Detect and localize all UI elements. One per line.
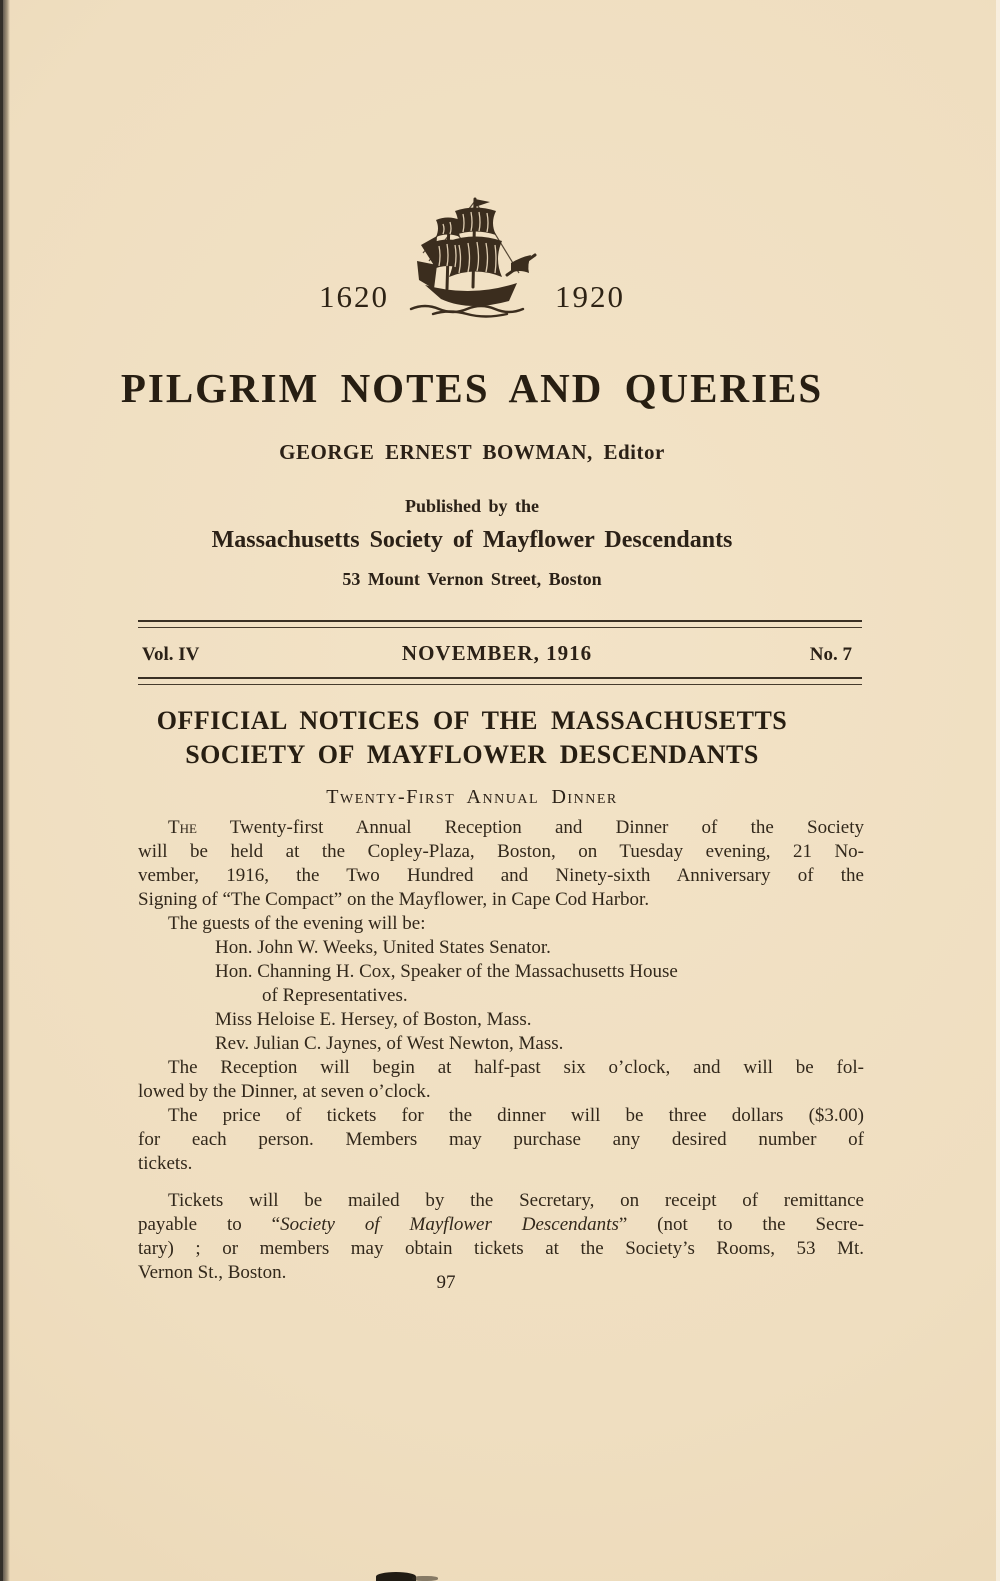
text-block: [138, 1189, 864, 1285]
text-block: [138, 960, 864, 1008]
masthead-illustration-row: [110, 193, 834, 319]
text-segment: Hon. John W. Weeks, United States Senator.: [215, 937, 551, 958]
text-line: [138, 1189, 864, 1213]
text-segment: The price of tickets for the dinner will be three dollars ($3.00): [168, 1105, 864, 1126]
text-block: [138, 1008, 864, 1032]
text-line: [138, 1213, 864, 1237]
article-heading: [110, 704, 834, 772]
text-segment: Twenty-first Annual Reception and Dinner of the Society: [196, 817, 864, 838]
text-segment: for each person. Members may purchase any desired number of: [138, 1129, 864, 1150]
volume-label: Vol. IV: [142, 644, 200, 665]
text-block: [138, 816, 864, 912]
text-line: [138, 864, 864, 888]
society-address: 53 Mount Vernon Street, Boston: [342, 569, 602, 589]
text-segment: vember, 1916, the Two Hundred and Ninety-sixth Anniversary of the: [138, 865, 864, 886]
year-right: 1920: [555, 279, 625, 314]
text-line: [138, 1152, 864, 1176]
published-by-line: Published by the: [404, 496, 540, 516]
text-segment: The: [168, 817, 197, 838]
article-heading-line-1: OFFICIAL NOTICES OF THE MASSACHUSETTS: [156, 706, 788, 735]
issue-number: No. 7: [809, 644, 852, 665]
text-segment: tickets.: [138, 1153, 193, 1174]
text-segment: The Reception will begin at half-past six o’clock, and will be fol-: [168, 1057, 864, 1078]
text-line: [138, 912, 864, 936]
text-block: [138, 1032, 864, 1056]
text-line: [138, 1056, 864, 1080]
year-left: 1620: [319, 279, 389, 314]
scan-smudge: [376, 1572, 416, 1581]
text-segment: will be held at the Copley-Plaza, Boston, on Tuesday evening, 21 No-: [138, 841, 864, 862]
double-rule-bottom: [138, 677, 862, 685]
page-number: 97: [436, 1272, 456, 1293]
text-segment: ” (not to the Secre-: [618, 1214, 864, 1235]
page-right-edge: [996, 0, 1000, 1581]
article-body: [138, 816, 864, 1285]
text-block: [138, 1104, 864, 1176]
text-line: [138, 1080, 864, 1104]
text-line: [215, 936, 864, 960]
text-line: [262, 984, 864, 1008]
text-segment: tary) ; or members may obtain tickets at the Society’s Rooms, 53 Mt.: [138, 1238, 864, 1259]
text-line: [215, 960, 864, 984]
text-block: [138, 1056, 864, 1104]
text-segment: Rev. Julian C. Jaynes, of West Newton, Mass.: [215, 1033, 564, 1054]
article-heading-line-2: SOCIETY OF MAYFLOWER DESCENDANTS: [185, 740, 759, 769]
text-line: [138, 1237, 864, 1261]
editor-line: GEORGE ERNEST BOWMAN, Editor: [279, 440, 665, 464]
text-block: [138, 912, 864, 936]
article-subheading: Twenty-First Annual Dinner: [326, 786, 618, 808]
text-segment: payable to “: [138, 1214, 281, 1235]
text-segment: lowed by the Dinner, at seven o’clock.: [138, 1081, 431, 1102]
text-line: [138, 816, 864, 840]
journal-title: PILGRIM NOTES AND QUERIES: [120, 365, 824, 411]
text-segment: Vernon St., Boston.: [138, 1262, 287, 1283]
text-segment: Tickets will be mailed by the Secretary, on receipt of remittance: [168, 1190, 864, 1211]
scan-smudge-faint: [412, 1576, 438, 1581]
text-segment: Signing of “The Compact” on the Mayflower, in Cape Cod Harbor.: [138, 889, 650, 910]
book-spine-edge: [0, 0, 3, 1581]
society-name: Massachusetts Society of Mayflower Descendants: [211, 527, 733, 553]
text-segment: Society of Mayflower Descendants: [280, 1214, 619, 1235]
text-segment: of Representatives.: [262, 985, 408, 1006]
text-segment: Miss Heloise E. Hersey, of Boston, Mass.: [215, 1009, 532, 1030]
text-line: [215, 1032, 864, 1056]
mayflower-ship-icon: [403, 193, 541, 319]
text-line: [138, 840, 864, 864]
text-line: [138, 888, 864, 912]
volume-date-row: [138, 628, 862, 677]
text-block: [138, 936, 864, 960]
text-segment: Hon. Channing H. Cox, Speaker of the Massachusetts House: [215, 961, 678, 982]
text-segment: The guests of the evening will be:: [168, 913, 426, 934]
issue-date: NOVEMBER, 1916: [401, 641, 593, 665]
text-line: [215, 1008, 864, 1032]
double-rule-top: [138, 620, 862, 628]
text-line: [138, 1104, 864, 1128]
volume-date-banner: [138, 620, 862, 685]
text-line: [138, 1128, 864, 1152]
